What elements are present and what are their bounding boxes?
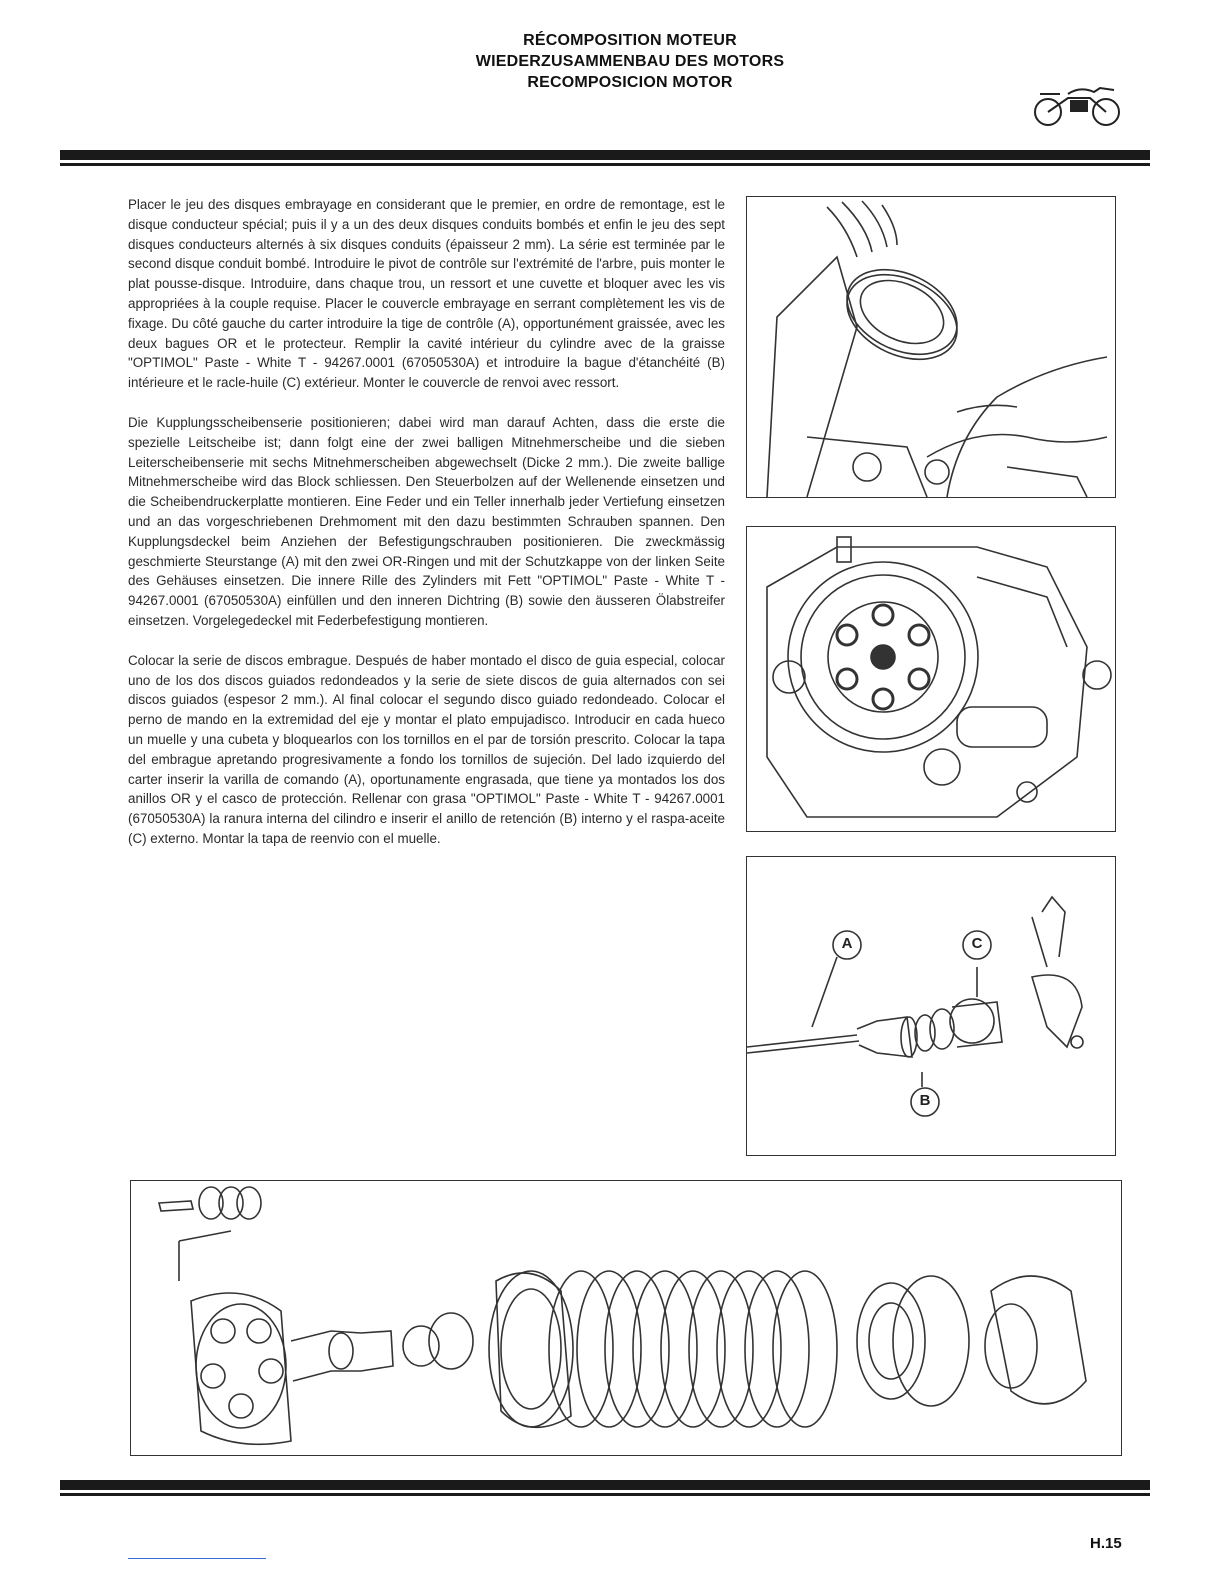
footer-link-underline: [128, 1558, 266, 1559]
figure-clutch-exploded-view: [130, 1180, 1122, 1456]
figure-clutch-cover: [746, 526, 1116, 832]
title-spanish: RECOMPOSICION MOTOR: [527, 74, 733, 91]
label-c-text: C: [971, 935, 983, 952]
body-text: [128, 195, 725, 869]
paragraph-german: Die Kupplungsscheibenserie positionieren; dabei wird man darauf Achten, dass die erste die spezielle Leitscheibe ist; dann folgt eine der zwei balligen Mitnehmerscheibe und die sieben Leiterscheibenserie mit sechs Mitnehmerscheiben abgewechselt (Dicke 2 mm.). Die zweite ballige Mitnehmerscheibe wird das Block schliessen. Den Steuerbolzen auf der Wellenende einsetzen und die Scheibendruckerplatte montieren. Eine Feder und ein Teller innerhalb jeder Vertiefung einsetzen und an das vorgeschriebenen Drehmoment mit den dazu bestimmten Schrauben spannen. Den Kupplungsdeckel beim Anziehen der Befestigungschrauben positionieren. Die zweckmässig geschmierte Steurstange (A) mit den zwei OR-Ringen und mit der Schutzkappe von der linken Seite des Gehäuses einsetzen. Die innere Rille des Zylinders mit Fett "OPTIMOL" Paste - White T - 94267.0001 (67050530A) einfüllen und den inneren Dichtring (B) sowie den äusseren Ölabstreifer einsetzen. Vorgelegedeckel mit Federbefestigung montieren.: [128, 414, 725, 628]
title-german: WIEDERZUSAMMENBAU DES MOTORS: [475, 53, 785, 70]
figure-control-rod: [746, 856, 1116, 1156]
paragraph-french: Placer le jeu des disques embrayage en considerant que le premier, en ordre de remontage, est le disque conducteur spécial; puis il y a un des deux disques conduits bombés et enfin le jeu des sept disques conducteurs alternés à six disques conduits (épaisseur 2 mm). La série est terminée par le second disque conduit bombé. Introduire le pivot de contrôle sur l'extrémité de l'arbre, puis monter le plat pousse-disque. Introduire, dans chaque trou, un ressort et une cuvette et bloquer avec les vis appropriées à la couple requise. Placer le couvercle embrayage en serrant complètement les vis de fixage. Du côté gauche du carter introduire la tige de contrôle (A), opportunément graissée, avec les deux bagues OR et le protecteur. Remplir la cavité intérieur du cylindre avec de la graisse "OPTIMOL" Paste - White T - 94267.0001 (67050530A) et introduire la bague d'étanchéité (B) intérieure et le racle-huile (C) extérieur. Monter le couvercle de renvoi avec ressort.: [128, 197, 725, 391]
motorcycle-icon: [1030, 80, 1125, 130]
paragraph-spanish: Colocar la serie de discos embrague. Después de haber montado el disco de guia especial, colocar uno de los dos discos guiados redondeados y la serie de siete discos de guia alternados con sei discos guiados (espesor 2 mm.). Al final colocar el segundo disco guiado redondeado. Colocar el perno de mando en la extremidad del eje y montar el plato empujadisco. Introducir en cada hueco un muelle y una cubeta y bloquearlos con los tornillos en el par de torsión prescrito. Colocar la tapa del embrague apretando progresivamente a fondo los tornillos de sujeción. Del lado izquierdo del carter inserir la varilla de comando (A), oportunamente engrasada, que tiene ya montados los dos anillos OR y el casco de protección. Rellenar con grasa "OPTIMOL" Paste - White T - 94267.0001 (67050530A) la ranura interna del cilindro e inserir el anillo de retención (B) interno y el raspa-aceite (C) externo. Montar la tapa de reenvio con el muelle.: [128, 652, 725, 846]
page-number: H.15: [1090, 1535, 1122, 1552]
figure-clutch-disc-insertion: [746, 196, 1116, 498]
label-b-text: B: [919, 1092, 931, 1109]
title-french: RÉCOMPOSITION MOTEUR: [523, 32, 737, 49]
footer-divider: [60, 1480, 1150, 1496]
label-a-text: A: [841, 935, 853, 952]
header-divider: [60, 150, 1150, 166]
